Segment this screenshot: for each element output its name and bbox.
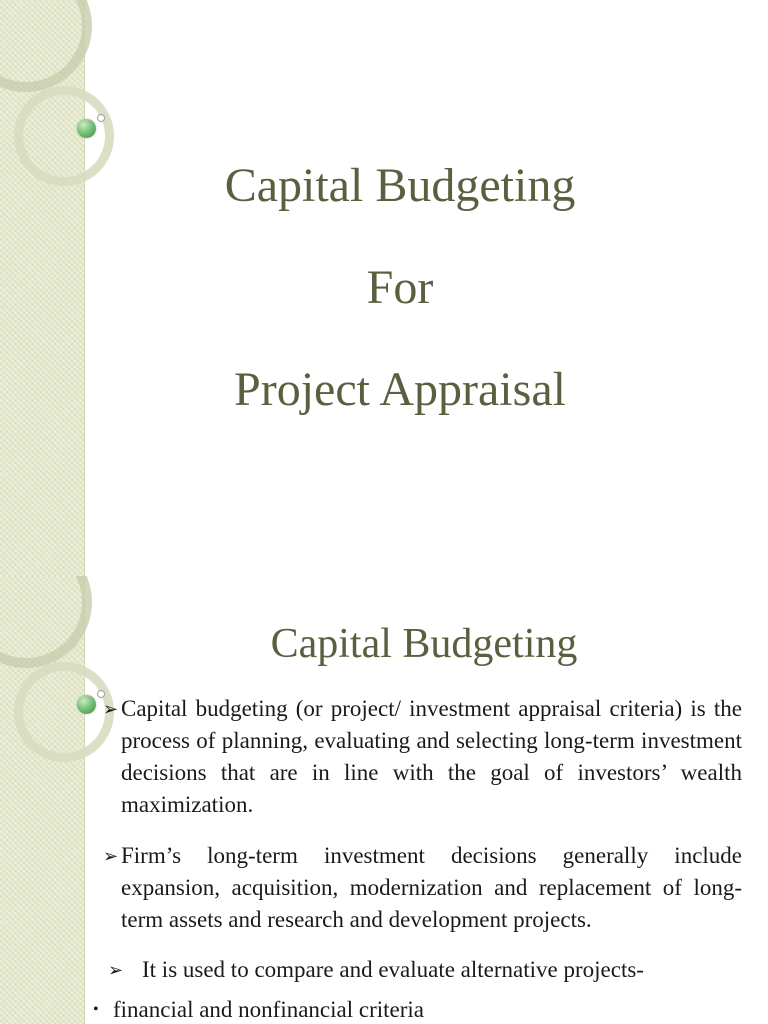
decorative-ring-icon <box>14 662 114 762</box>
slide-title-line-3: Project Appraisal <box>234 363 566 416</box>
bullet-text: financial and nonfinancial criteria <box>113 997 424 1022</box>
arrow-bullet-icon: ➢ <box>103 846 119 866</box>
slide-heading: Capital Budgeting <box>270 621 578 667</box>
arrow-bullet-icon: ➢ <box>108 960 124 980</box>
arrow-bullet-icon: ➢ <box>103 699 119 719</box>
dot-bullet-icon: • <box>93 1001 99 1018</box>
green-orb-icon <box>77 119 96 138</box>
slide-title-line-1: Capital Budgeting <box>224 159 576 212</box>
bullet-text: It is used to compare and evaluate alternative projects- <box>142 957 644 982</box>
slide-capital-budgeting <box>0 576 768 1024</box>
decorative-ring-icon <box>14 86 114 186</box>
bullet-text: Firm’s long-term investment decisions generally include expansion, acquisition, modernization and replacement of long-term assets and research and development projects. <box>121 843 742 932</box>
slide-title-line-2: For <box>366 261 434 314</box>
green-orb-icon <box>77 695 96 714</box>
bullet-text: Capital budgeting (or project/ investment appraisal criteria) is the process of planning, evaluating and selecting long-term investment decisions that are in line with the goal of investors’ wealth maximization. <box>121 696 742 817</box>
small-circle-icon <box>97 114 105 122</box>
